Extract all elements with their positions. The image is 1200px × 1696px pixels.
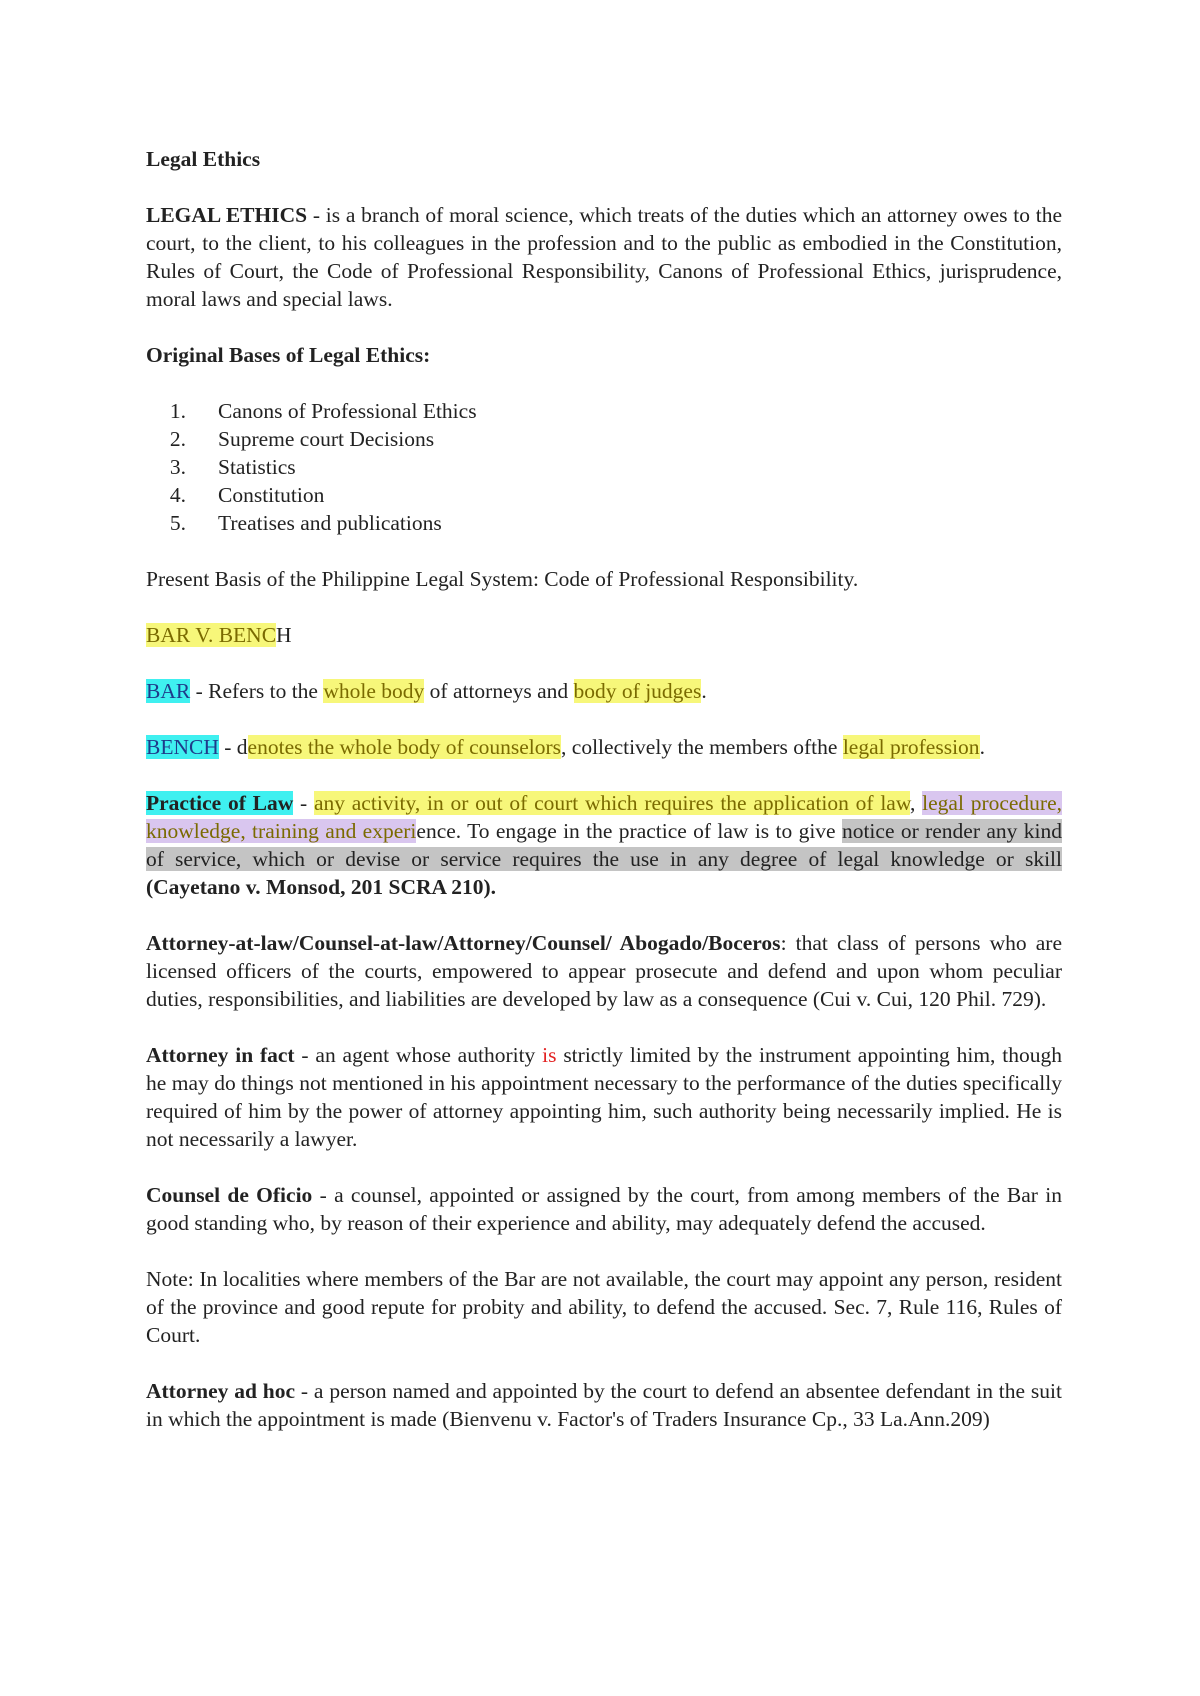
highlight-span: body of judges: [573, 679, 702, 703]
bench-definition: BENCH - denotes the whole body of counselors, collectively the members ofthe legal profession.: [146, 735, 985, 759]
highlight-span: notice or render any kind of service, which or devise or service requires the use in any degree of legal knowledge or skill: [146, 819, 1062, 871]
bar-term: BAR: [146, 679, 191, 703]
practice-of-law-definition: Practice of Law - any activity, in or out of court which requires the application of law, legal procedure, knowledge, training and experience. To engage in the practice of law is to give notice or render any kind of service, which or devise or service requires the use in any degree of legal knowledge or skill (Cayetano v. Monsod, 201 SCRA 210).: [146, 791, 1063, 899]
definition-term: LEGAL ETHICS: [146, 203, 308, 227]
highlight-span: legal profession: [842, 735, 980, 759]
citation: (Cayetano v. Monsod, 201 SCRA 210).: [146, 875, 496, 899]
original-bases-list: [146, 397, 1062, 537]
document-page: [146, 145, 1062, 1433]
definition-text: - is a branch of moral science, which treats of the duties which an attorney owes to the court, to the client, to his colleagues in the profession and to the public as embodied in the Constitution, Rules of Court, the Code of Professional Responsibility, Canons of Professional Ethics, jurisprudence, moral laws and special laws.: [146, 203, 1062, 311]
list-item: 1. Canons of Professional Ethics: [169, 399, 477, 423]
counsel-de-oficio-definition: Counsel de Oficio - a counsel, appointed or assigned by the court, from among members of the Bar in good standing who, by reason of their experience and ability, may adequately defend the accused.: [146, 1183, 1062, 1235]
note-paragraph: Note: In localities where members of the Bar are not available, the court may appoint any person, resident of the province and good repute for probity and ability, to defend the accused. Sec. 7, Rule 116, Rules of Court.: [146, 1267, 1062, 1347]
highlight-span: BAR V. BENC: [146, 623, 277, 647]
highlight-span: any activity, in or out of court which requires the application of law: [313, 791, 910, 815]
attorney-at-law-definition: Attorney-at-law/Counsel-at-law/Attorney/Counsel/ Abogado/Boceros: that class of persons who are licensed officers of the courts, empowered to appear prosecute and defend and upon whom peculiar duties, responsibilities, and liabilities are developed by law as a consequence (Cui v. Cui, 120 Phil. 729).: [146, 931, 1063, 1011]
heading-rest: H: [276, 623, 292, 647]
list-item: 2. Supreme court Decisions: [169, 427, 435, 451]
attorney-ad-hoc-term: Attorney ad hoc: [146, 1379, 296, 1403]
document-title: Legal Ethics: [146, 147, 261, 171]
attorney-in-fact-term: Attorney in fact: [146, 1043, 295, 1067]
attorney-in-fact-definition: Attorney in fact - an agent whose authority is strictly limited by the instrument appointing him, though he may do things not mentioned in his appointment necessary to the performance of the duties specifically required of him by the power of attorney appointing him, such authority being necessarily implied. He is not necessarily a lawyer.: [146, 1043, 1062, 1151]
highlight-span: legal procedure, knowledge, training and experi: [146, 791, 1063, 843]
legal-ethics-definition: [146, 201, 1062, 313]
counsel-de-oficio-term: Counsel de Oficio: [146, 1183, 313, 1207]
list-item: 5. Treatises and publications: [169, 511, 442, 535]
present-basis: Present Basis of the Philippine Legal System: Code of Professional Responsibility.: [146, 567, 859, 591]
red-word: is: [542, 1043, 557, 1067]
bar-definition: BAR - Refers to the whole body of attorneys and body of judges.: [146, 679, 707, 703]
bench-term: BENCH: [146, 735, 219, 759]
practice-term: Practice of Law: [146, 791, 294, 815]
list-item: 3. Statistics: [169, 455, 296, 479]
highlight-span: whole body: [323, 679, 425, 703]
original-bases-heading: Original Bases of Legal Ethics:: [146, 343, 431, 367]
list-item: 4. Constitution: [169, 483, 325, 507]
attorney-at-law-term: Attorney-at-law/Counsel-at-law/Attorney/Counsel/ Abogado/Boceros: [146, 931, 781, 955]
attorney-ad-hoc-definition: Attorney ad hoc - a person named and appointed by the court to defend an absentee defendant in the suit in which the appointment is made (Bienvenu v. Factor's of Traders Insurance Cp., 33 La.Ann.209): [146, 1379, 1062, 1431]
bar-bench-heading: [146, 621, 1062, 649]
highlight-span: enotes the whole body of counselors: [247, 735, 562, 759]
